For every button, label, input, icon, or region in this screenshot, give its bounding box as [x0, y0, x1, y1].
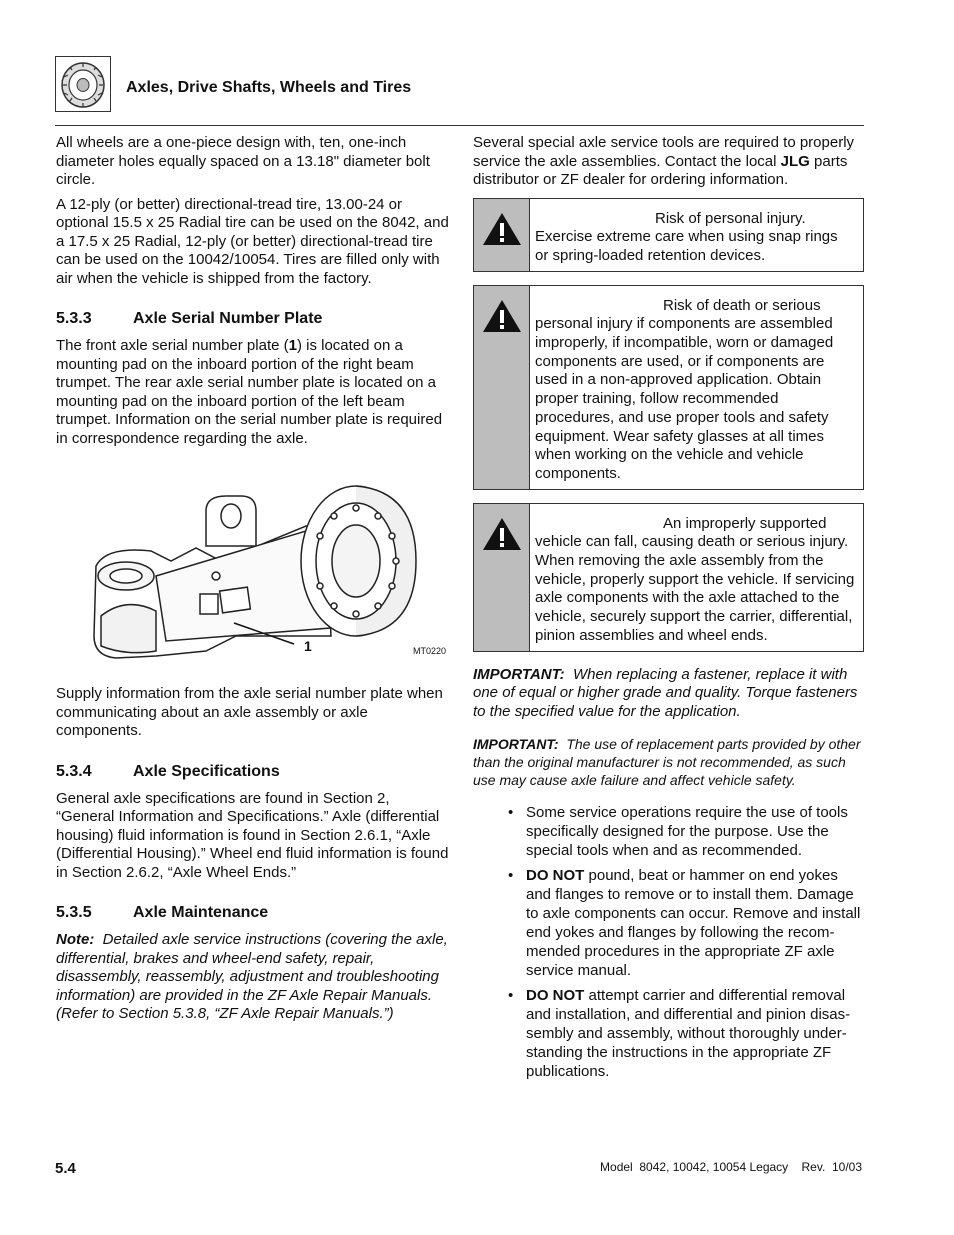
axle-illustration: [56, 466, 449, 671]
figure-callout-label: 1: [304, 638, 312, 654]
section-5-3-4-heading: [56, 763, 449, 781]
wheel-paragraph: All wheels are a one-piece design with, ten, one-inch diameter holes equally spaced on a 13.18" diameter bolt circle.: [56, 134, 430, 188]
warning-triangle-icon: [481, 298, 523, 334]
page-number: 5.4: [55, 1160, 76, 1177]
warning-triangle-icon: [481, 211, 523, 247]
important-fastener: [473, 666, 864, 722]
serial-plate-paragraph: [56, 337, 449, 448]
warning-box-snap-rings: [473, 198, 864, 272]
text-run: ) is located on a mounting pad on the inboard portion of the right beam trumpet. The rear axle serial number plate is located on a mounting pad on the inboard portion of the left beam trumpet. Information on the serial number plate is required in correspondence regarding the axle.: [56, 337, 443, 447]
chapter-title: Axles, Drive Shafts, Wheels and Tires: [126, 79, 412, 96]
footer-model-info: Model 8042, 10042, 10054 Legacy Rev. 10/03: [600, 1160, 862, 1174]
warning-icon-panel: [474, 504, 530, 651]
tire-icon: [55, 56, 111, 112]
callout-ref: 1: [288, 337, 297, 354]
specifications-paragraph: General axle specifications are found in Section 2, “General Information and Specifications.” Axle (differential housing) fluid information is found in Section 2.6.1, “Axle (Differential Housing).” Wheel end fluid information is found in Section 2.6.2, “Axle Wheel Ends.”: [56, 789, 449, 881]
brand-name: JLG: [780, 152, 810, 170]
section-title: Axle Serial Number Plate: [133, 310, 323, 327]
warning-icon-panel: [474, 199, 530, 271]
warning-triangle-icon: [481, 516, 523, 552]
axle-figure: [56, 466, 449, 671]
maintenance-note: [56, 931, 449, 1024]
section-number: 5.3.3: [56, 310, 92, 327]
text-run: parts distributor or ZF dealer for ordering information.: [473, 152, 848, 188]
bullet-text: pound, beat or hammer on end yokes and flanges to remove or to install them. Damage to axle components can occur. Remove and install end yokes and flanges by following the recommended procedures in the appropriate ZF axle service manual.: [526, 867, 861, 980]
section-5-3-3-heading: [56, 310, 449, 328]
bullet-text: Some service operations require the use of tools specifically designed for the purpose. Use the special tools when and as recommended.: [526, 804, 848, 860]
text-run: Several special axle service tools are required to properly service the axle assemblies. Contact the local: [473, 134, 855, 170]
section-title: Axle Maintenance: [133, 904, 269, 921]
service-bullets: [473, 803, 864, 1081]
note-label: Note:: [56, 931, 95, 948]
bullet-text: attempt carrier and differential removal and installation, and differential and pinion disassembly and assembly, without thoroughly understanding the instructions in the appropriate ZF publications.: [526, 987, 851, 1081]
bullet-emphasis: DO NOT: [526, 867, 585, 885]
supply-info-paragraph: Supply information from the axle serial number plate when communicating about an axle assembly or axle components.: [56, 685, 443, 739]
important-text: The use of replacement parts provided by other than the original manufacturer is not recommended, as such use may cause axle failure and affect vehicle safety.: [473, 736, 861, 789]
list-item: [526, 803, 864, 860]
header-divider: [55, 125, 864, 126]
right-column: [473, 134, 864, 1087]
tire-paragraph: A 12-ply (or better) directional-tread tire, 13.00-24 or optional 15.5 x 25 Radial tire can be used on the 8042, and a 17.5 x 25 Radial, 12-ply (or better) directional-tread tire can be used on the 10042/10054. Tires are filled only with air when the vehicle is shipped from the factory.: [56, 195, 449, 287]
text-run: The front axle serial number plate (: [56, 337, 289, 354]
note-text: Detailed axle service instructions (covering the axle, differential, brakes and wheel-end safety, repair, disassembly, reassembly, adjustment and troubleshooting information) are provided in the ZF Axle Repair Manuals. (Refer to Section 5.3.8, “ZF Axle Repair Manuals.”): [56, 931, 448, 1022]
bullet-emphasis: DO NOT: [526, 987, 585, 1005]
warning-box-assembly: [473, 285, 864, 490]
warning-message: Risk of death or serious personal injury if components are assembled improperly, if incompatible, worn or damaged components are used, or if components are used in a non-approved application. Obtain proper training, follow recommended procedures, and use proper tools and safety equipment. Wear safety glasses at all times when working on the vehicle and vehicle components.: [535, 296, 834, 482]
important-parts: [473, 735, 864, 789]
warning-text: [530, 504, 863, 651]
section-number: 5.3.5: [56, 904, 92, 921]
section-title: Axle Specifications: [133, 762, 280, 780]
list-item: [526, 866, 864, 980]
service-tools-paragraph: [473, 134, 864, 190]
warning-text: [530, 286, 863, 489]
warning-box-support: [473, 503, 864, 652]
left-column: [56, 134, 449, 1030]
figure-code: MT0220: [413, 646, 447, 656]
warning-icon-panel: [474, 286, 530, 489]
section-number: 5.3.4: [56, 762, 92, 780]
important-label: IMPORTANT:: [473, 665, 565, 683]
important-text: When replacing a fastener, replace it with one of equal or higher grade and quality. Torque fasteners to the specified value for the application.: [473, 665, 858, 720]
important-label: IMPORTANT:: [473, 736, 559, 753]
warning-message: Risk of personal injury. Exercise extreme care when using snap rings or spring-loaded retention devices.: [535, 209, 838, 264]
list-item: [526, 986, 864, 1081]
section-5-3-5-heading: [56, 904, 449, 922]
warning-message: An improperly supported vehicle can fall, causing death or serious injury. When removing the axle assembly from the vehicle, properly support the vehicle. If servicing axle components with the axle attached to the vehicle, securely support the carrier, differential, pinion assemblies and wheel ends.: [535, 514, 855, 644]
warning-text: [530, 199, 863, 271]
